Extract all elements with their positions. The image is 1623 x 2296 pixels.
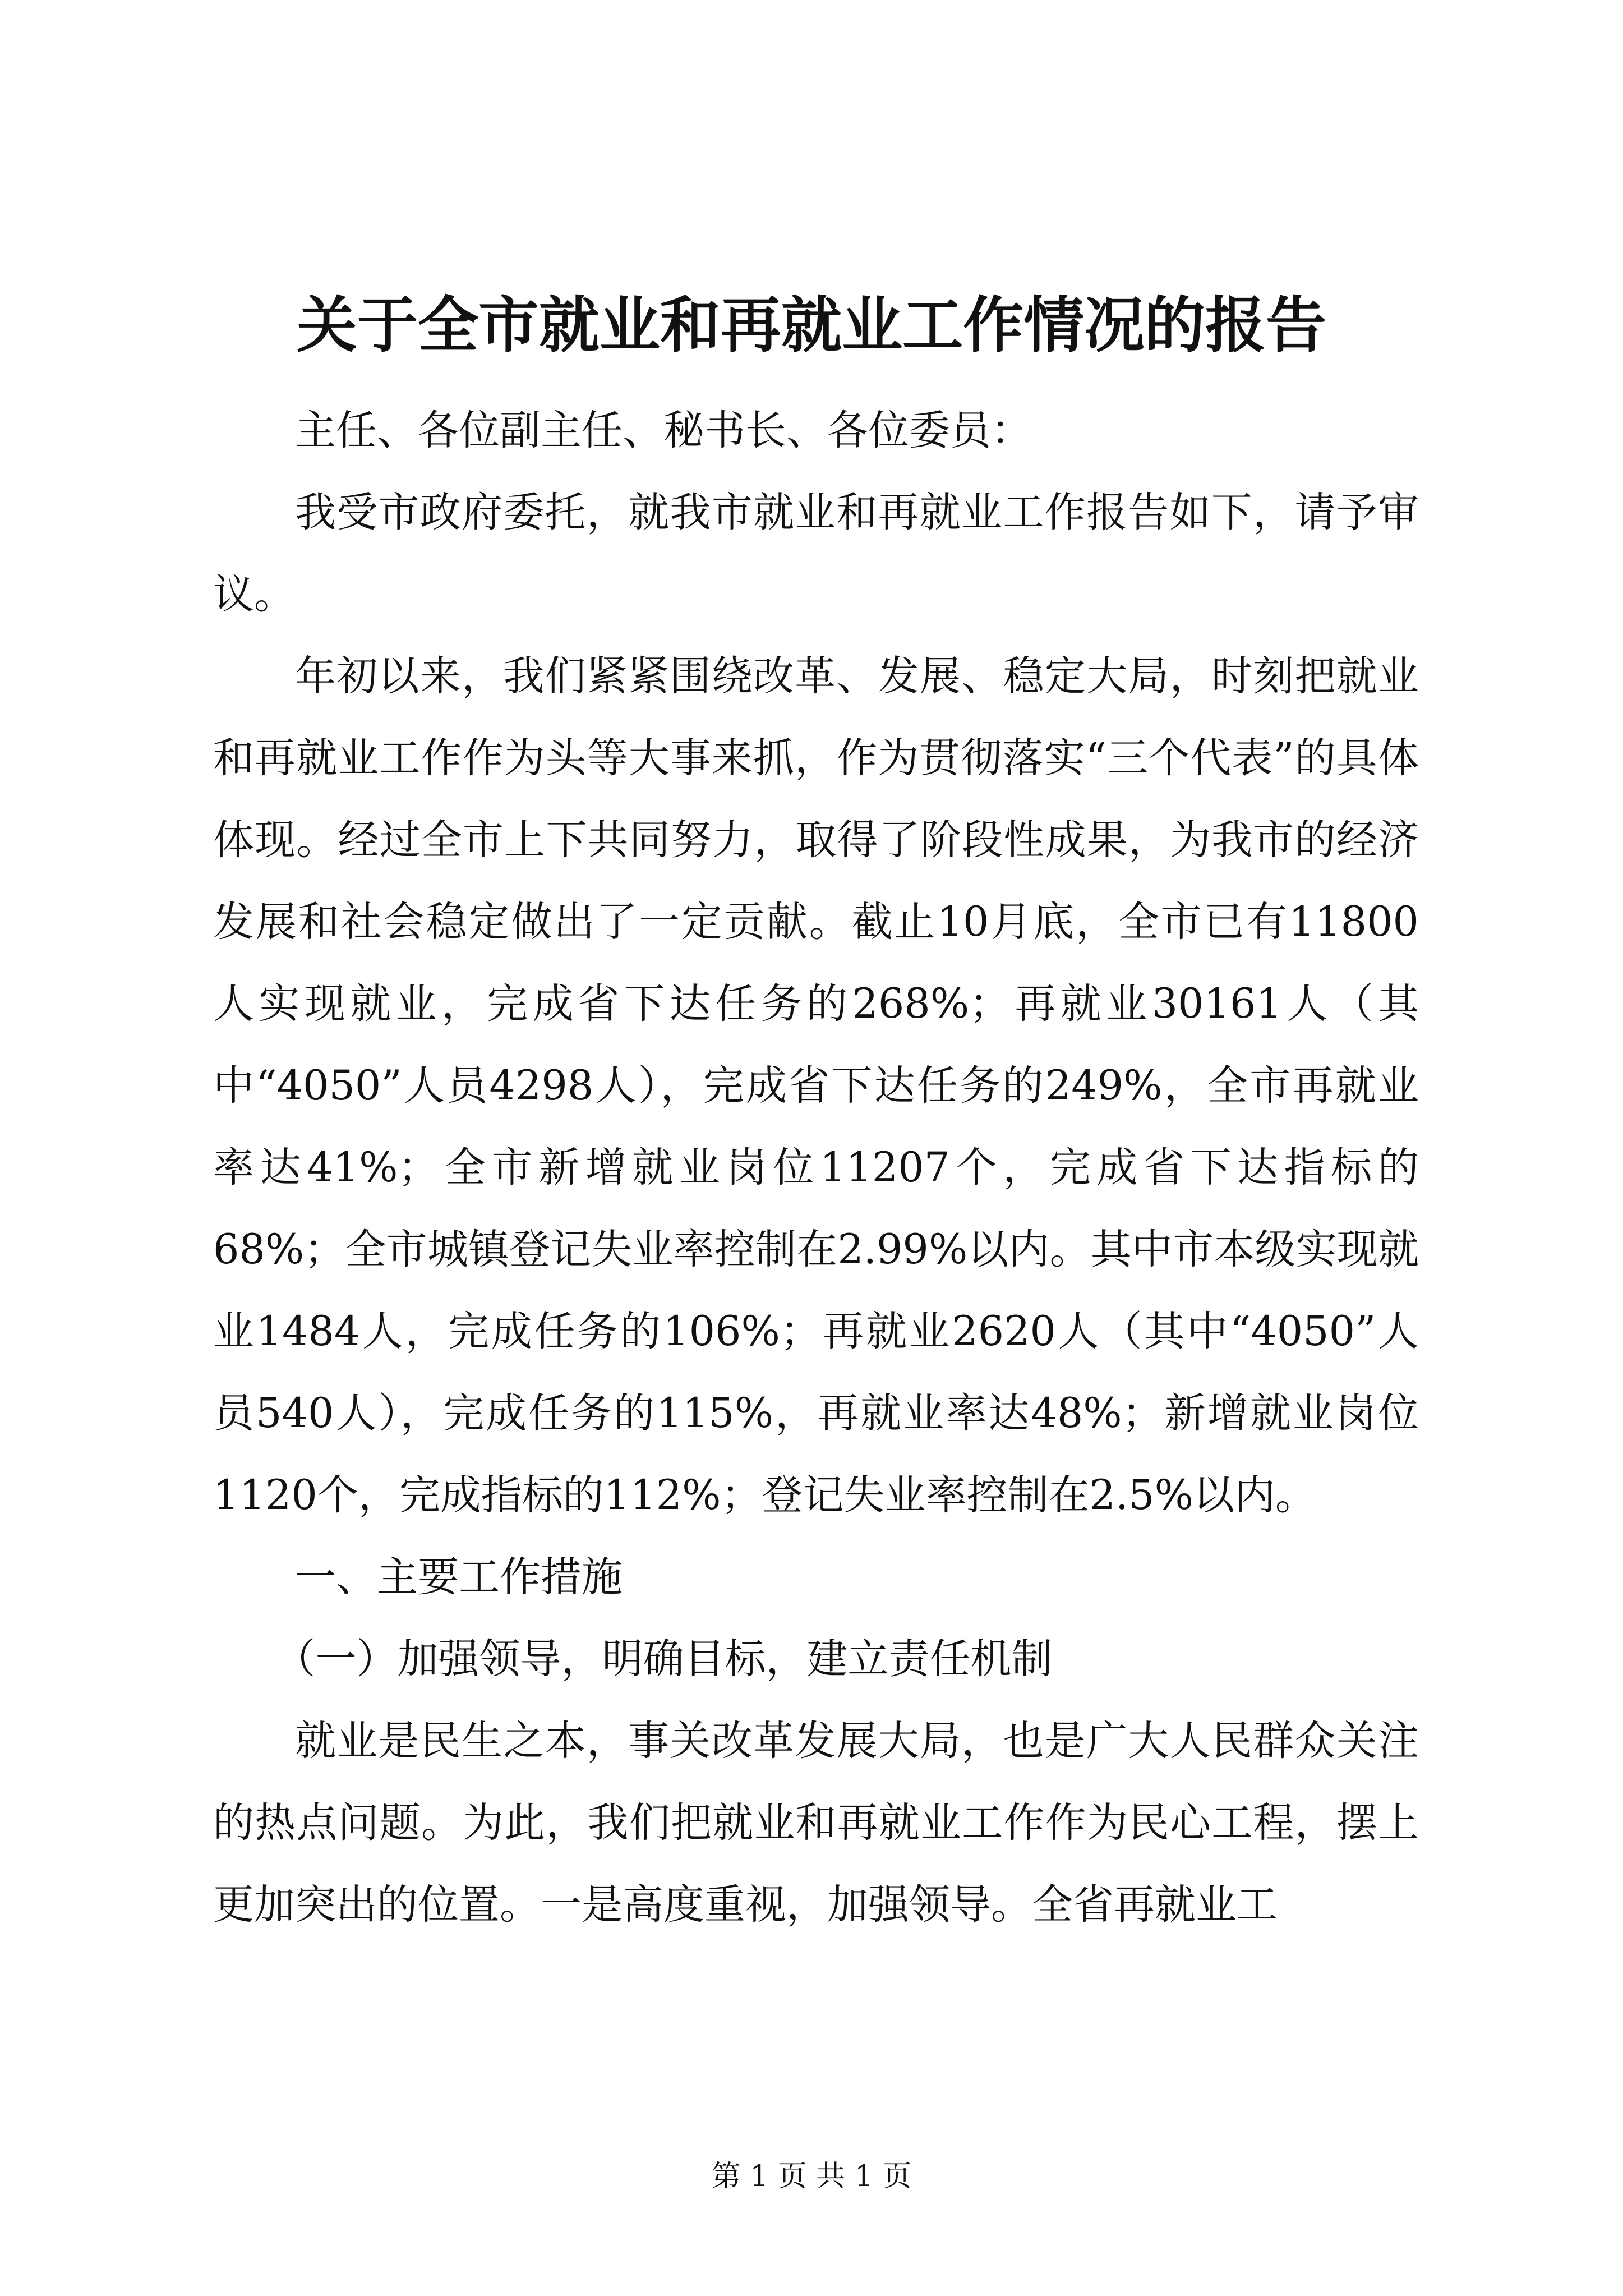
salutation-paragraph: 主任、各位副主任、秘书长、各位委员： [295,407,1032,454]
intro-paragraph: 我受市政府委托，就我市就业和再就业工作报告如下，请予审议。 [213,489,1419,618]
document-title: 关于全市就业和再就业工作情况的报告 [296,290,1326,361]
body-paragraph: 就业是民生之本，事关改革发展大局，也是广大人民群众关注的热点问题。为此，我们把就业和再就业工作作为民心工程，摆上更加突出的位置。一是高度重视，加强领导。全省再就业工 [213,1717,1419,1929]
document-body [213,390,1419,1946]
subsection-heading: （一）加强领导，明确目标，建立责任机制 [274,1635,1053,1683]
section-heading: 一、主要工作措施 [295,1553,623,1601]
page-footer: 第 1 页 共 1 页 [711,2160,912,2193]
summary-paragraph: 年初以来，我们紧紧围绕改革、发展、稳定大局，时刻把就业和再就业工作作为头等大事来抓，作为贯彻落实“三个代表”的具体体现。经过全市上下共同努力，取得了阶段性成果，为我市的经济发展和社会稳定做出了一定贡献。截止10月底，全市已有11800人实现就业，完成省下达任务的268%；再就业30161人（其中“4050”人员4298人），完成省下达任务的249%，全市再就业率达41%；全市新增就业岗位11207个，完成省下达指标的68%；全市城镇登记失业率控制在2.99%以内。其中市本级实现就业1484人，完成任务的106%；再就业2620人（其中“4050”人员540人），完成任务的115%，再就业率达48%；新增就业岗位1120个，完成指标的112%；登记失业率控制在2.5%以内。 [213,652,1419,1519]
